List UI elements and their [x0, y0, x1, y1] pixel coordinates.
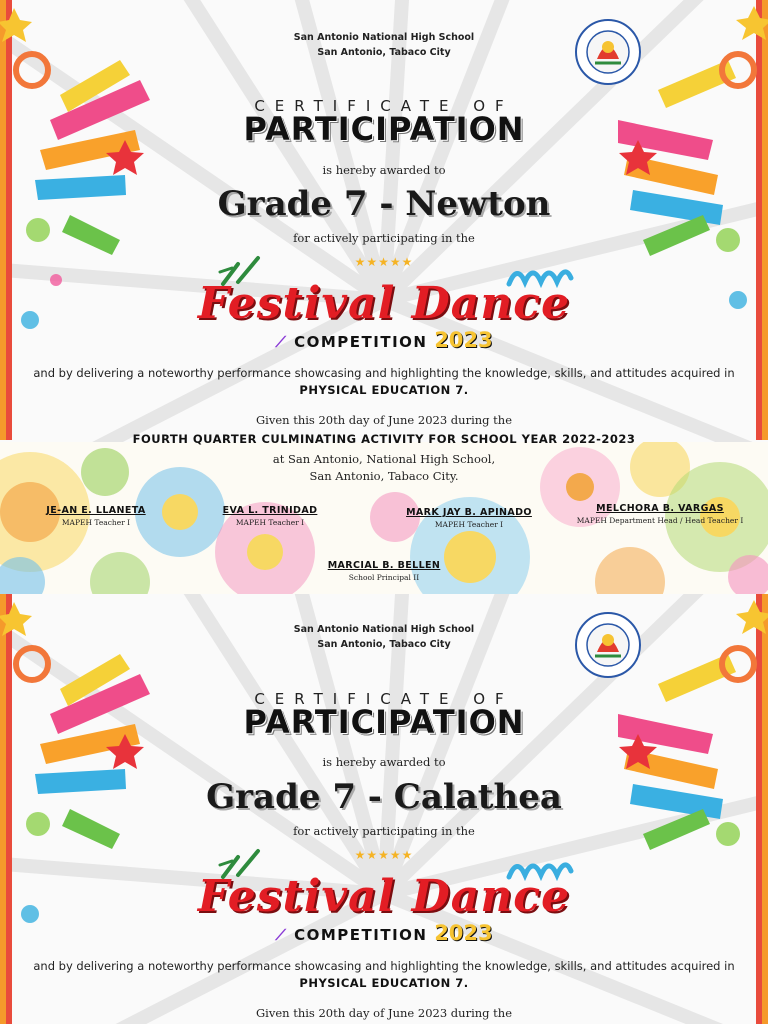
given-line: Given this 20th day of June 2023 during the: [255, 1006, 513, 1020]
venue-line-2: San Antonio, Tabaco City.: [309, 469, 459, 483]
event-subtitle-row: [0, 921, 768, 945]
recipient-name: Grade 7 - Newton: [217, 184, 551, 224]
subject-line: PHYSICAL EDUCATION 7.: [299, 383, 469, 397]
recipient-name: Grade 7 - Calathea: [206, 777, 562, 817]
school-name: San Antonio National High School: [293, 624, 475, 635]
event-subtitle: COMPETITION: [294, 926, 428, 944]
performance-line: and by delivering a noteworthy performance showcasing and highlighting the knowledge, skills, and attitudes acquired in: [33, 959, 735, 973]
rating-stars-icon: ★★★★★: [354, 255, 414, 269]
participating-line: for actively participating in the: [293, 231, 475, 245]
given-line: Given this 20th day of June 2023 during the: [255, 413, 513, 427]
awarded-line: is hereby awarded to: [322, 755, 446, 769]
heading-certificate-of: CERTIFICATE OF: [254, 690, 514, 708]
event-subtitle-row: [0, 328, 768, 352]
signatory-bellen: MARCIAL B. BELLEN School Principal II: [327, 560, 441, 582]
participating-line: for actively participating in the: [293, 824, 475, 838]
heading-participation: PARTICIPATION: [243, 110, 525, 148]
signatory-trinidad: EVA L. TRINIDAD MAPEH Teacher I: [222, 505, 318, 527]
purple-accent-icon: ⟋: [275, 926, 295, 944]
venue-line-1: at San Antonio, National High School,: [272, 452, 496, 466]
school-seal-logo: [575, 612, 641, 678]
rating-stars-icon: ★★★★★: [354, 848, 414, 862]
heading-participation: PARTICIPATION: [243, 703, 525, 741]
event-year: 2023: [434, 921, 493, 945]
event-title: Festival Dance: [197, 871, 571, 922]
performance-line: and by delivering a noteworthy performance showcasing and highlighting the knowledge, skills, and attitudes acquired in: [33, 366, 735, 380]
activity-line: FOURTH QUARTER CULMINATING ACTIVITY FOR SCHOOL YEAR 2022-2023: [132, 432, 636, 446]
event-year: 2023: [434, 328, 493, 352]
school-location: San Antonio, Tabaco City: [317, 639, 451, 650]
signatory-apinado: MARK JAY B. APINADO MAPEH Teacher I: [406, 507, 532, 529]
purple-accent-icon: ⟋: [275, 333, 295, 351]
school-name: San Antonio National High School: [293, 32, 475, 43]
event-title: Festival Dance: [197, 278, 571, 329]
event-subtitle: COMPETITION: [294, 333, 428, 351]
certificate-calathea: [0, 594, 768, 1024]
heading-certificate-of: CERTIFICATE OF: [254, 97, 514, 115]
awarded-line: is hereby awarded to: [322, 163, 446, 177]
signatory-llaneta: JE-AN E. LLANETA MAPEH Teacher I: [46, 505, 146, 527]
signatory-vargas: MELCHORA B. VARGAS MAPEH Department Head / Head Teacher I: [576, 503, 744, 525]
school-seal-logo: [575, 19, 641, 85]
school-location: San Antonio, Tabaco City: [317, 47, 451, 58]
subject-line: PHYSICAL EDUCATION 7.: [299, 976, 469, 990]
